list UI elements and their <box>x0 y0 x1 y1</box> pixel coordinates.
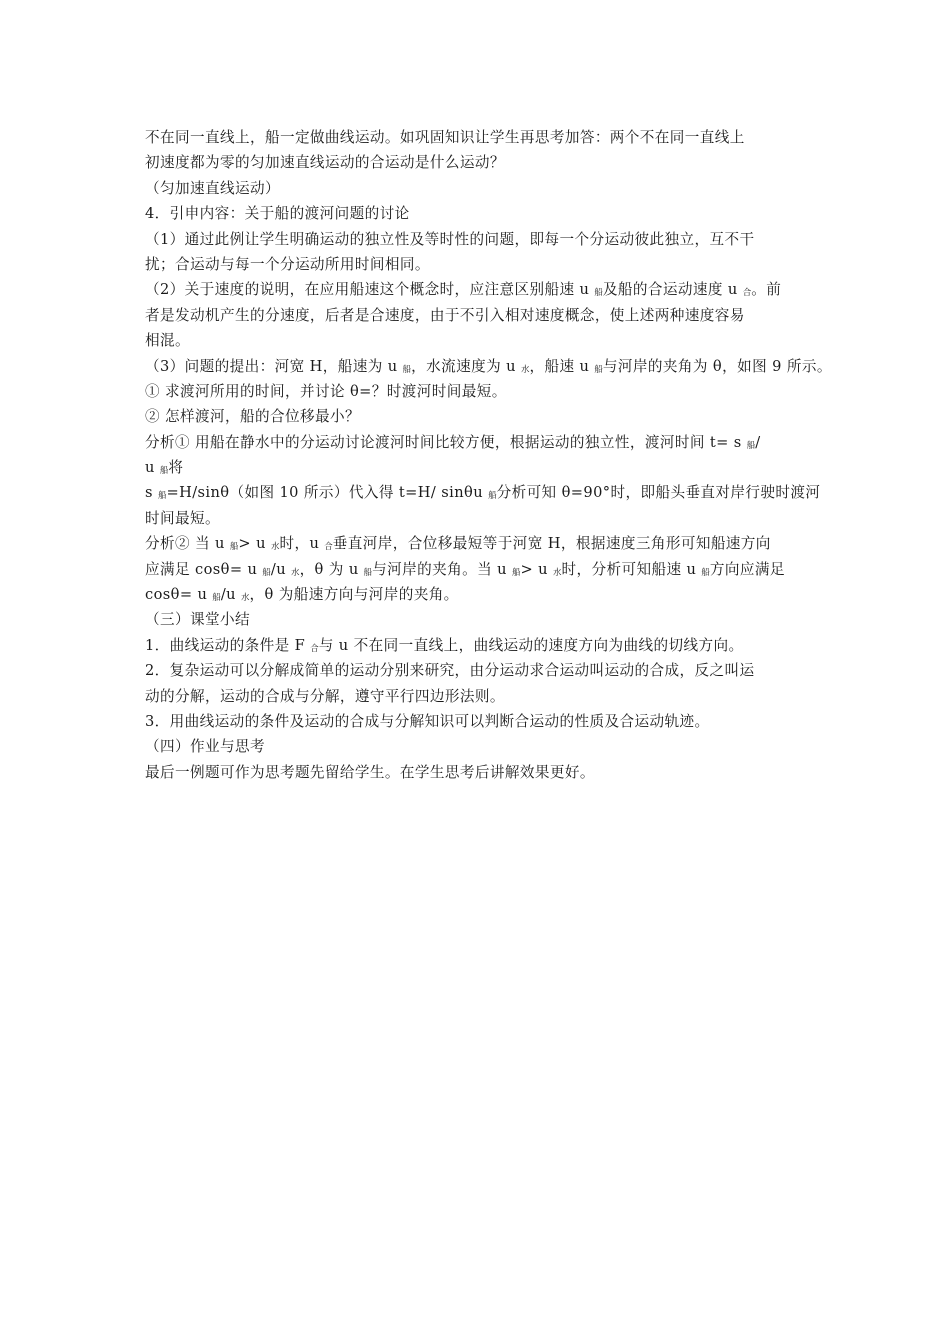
text-line <box>145 303 821 328</box>
text-run: （三）课堂小结 <box>145 611 250 629</box>
text-line <box>145 684 821 709</box>
text-run: （匀加速直线运动） <box>145 179 280 197</box>
text-run: cosθ= u <box>145 586 213 604</box>
text-line <box>145 531 821 556</box>
subscript: 船 <box>402 364 412 375</box>
text-line <box>145 734 821 759</box>
text-line <box>145 607 821 632</box>
text-run: 4．引申内容：关于船的渡河问题的讨论 <box>145 205 410 223</box>
text-run: 分析① 用船在静水中的分运动讨论渡河时间比较方便，根据运动的独立性，渡河时间 t= s <box>145 433 747 451</box>
text-run: 。前 <box>751 281 782 299</box>
text-line <box>145 455 821 480</box>
text-run: 将 <box>168 459 184 477</box>
subscript: 水 <box>291 567 300 578</box>
document-body <box>145 125 832 785</box>
text-run: 1．曲线运动的条件是 F <box>145 636 311 654</box>
text-run: 2．复杂运动可以分解成简单的运动分别来研究，由分运动求合运动叫运动的合成，反之叫运 <box>145 662 755 680</box>
text-run: 与河岸的夹角。当 u <box>372 560 512 578</box>
text-run: 时间最短。 <box>145 509 220 527</box>
text-run: 与河岸的夹角为 θ，如图 9 所示。 <box>602 357 832 375</box>
text-run: ，船速 u <box>529 357 595 375</box>
text-line <box>145 379 821 404</box>
text-run: u <box>145 459 160 477</box>
subscript: 船 <box>157 491 167 502</box>
text-run: 分析② 当 u <box>145 535 230 553</box>
text-line <box>145 150 821 175</box>
text-run: （四）作业与思考 <box>145 738 265 756</box>
text-run: 初速度都为零的匀加速直线运动的合运动是什么运动？ <box>145 154 505 172</box>
text-run: （2）关于速度的说明，在应用船速这个概念时，应注意区别船速 u <box>145 281 595 299</box>
text-line <box>145 328 821 353</box>
text-run: ，水流速度为 u <box>411 357 522 375</box>
subscript: 水 <box>553 567 562 578</box>
subscript: 水 <box>270 542 280 553</box>
subscript: 船 <box>212 593 221 604</box>
subscript: 船 <box>746 440 756 451</box>
text-line <box>145 633 821 658</box>
text-line <box>145 480 821 505</box>
subscript: 水 <box>521 364 530 375</box>
text-run: 扰；合运动与每一个分运动所用时间相同。 <box>145 255 430 273</box>
text-run: ① 求渡河所用的时间，并讨论 θ=？时渡河时间最短。 <box>145 382 507 400</box>
subscript: 船 <box>701 567 710 578</box>
text-line <box>145 277 821 302</box>
text-run: 最后一例题可作为思考题先留给学生。在学生思考后讲解效果更好。 <box>145 763 595 781</box>
subscript: 合 <box>310 643 319 654</box>
text-run: ，θ 为船速方向与河岸的夹角。 <box>249 586 459 604</box>
text-line <box>145 506 821 531</box>
text-line <box>145 201 821 226</box>
text-run: 与 u 不在同一直线上，曲线运动的速度方向为曲线的切线方向。 <box>318 636 744 654</box>
text-line <box>145 354 832 379</box>
text-run: /u <box>220 586 242 604</box>
text-run: 时，分析可知船速 u <box>561 560 702 578</box>
text-run: 分析可知 θ=90°时，即船头垂直对岸行驶时渡河 <box>496 484 821 502</box>
text-line <box>145 404 821 429</box>
text-line <box>145 430 821 455</box>
text-run: =H/sinθ（如图 10 所示）代入得 t=H/ sinθu <box>166 484 489 502</box>
text-run: ，θ 为 u <box>299 560 364 578</box>
text-run: 方向应满足 <box>709 560 785 578</box>
subscript: 船 <box>159 466 169 477</box>
text-run: /u <box>270 560 292 578</box>
text-line <box>145 760 821 785</box>
text-line <box>145 709 821 734</box>
text-run: ② 怎样渡河，船的合位移最小？ <box>145 408 360 426</box>
subscript: 船 <box>363 567 373 578</box>
subscript: 船 <box>594 364 603 375</box>
text-line <box>145 252 821 277</box>
subscript: 船 <box>229 542 239 553</box>
text-run: （1）通过此例让学生明确运动的独立性及等时性的问题，即每一个分运动彼此独立，互不干 <box>145 230 755 248</box>
text-run: 不在同一直线上，船一定做曲线运动。如巩固知识让学生再思考加答：两个不在同一直线上 <box>145 129 745 146</box>
text-run: 垂直河岸，合位移最短等于河宽 H，根据速度三角形可知船速方向 <box>332 535 771 553</box>
text-line <box>145 557 821 582</box>
subscript: 船 <box>594 288 603 299</box>
text-run: s <box>145 484 158 502</box>
text-line <box>145 658 821 683</box>
text-run: 3．用曲线运动的条件及运动的合成与分解知识可以判断合运动的性质及合运动轨迹。 <box>145 712 710 730</box>
text-run: （3）问题的提出：河宽 H，船速为 u <box>145 357 403 375</box>
text-line <box>145 125 821 150</box>
text-line <box>145 582 821 607</box>
text-line <box>145 227 821 252</box>
text-run: > u <box>520 560 554 578</box>
text-run: 者是发动机产生的分速度，后者是合速度，由于不引入相对速度概念，使上述两种速度容易 <box>145 306 745 324</box>
text-run: 相混。 <box>145 332 190 350</box>
subscript: 船 <box>262 567 271 578</box>
subscript: 合 <box>742 288 752 299</box>
text-run: 应满足 cosθ= u <box>145 560 263 578</box>
text-run: 及船的合运动速度 u <box>602 281 743 299</box>
subscript: 合 <box>324 542 333 553</box>
subscript: 水 <box>241 593 250 604</box>
text-run: 动的分解，运动的合成与分解，遵守平行四边形法则。 <box>145 687 505 705</box>
text-run: 时，u <box>279 535 325 553</box>
subscript: 船 <box>512 567 521 578</box>
text-run: > u <box>238 535 271 553</box>
subscript: 船 <box>488 491 497 502</box>
text-line <box>145 176 821 201</box>
text-run: / <box>755 433 761 451</box>
